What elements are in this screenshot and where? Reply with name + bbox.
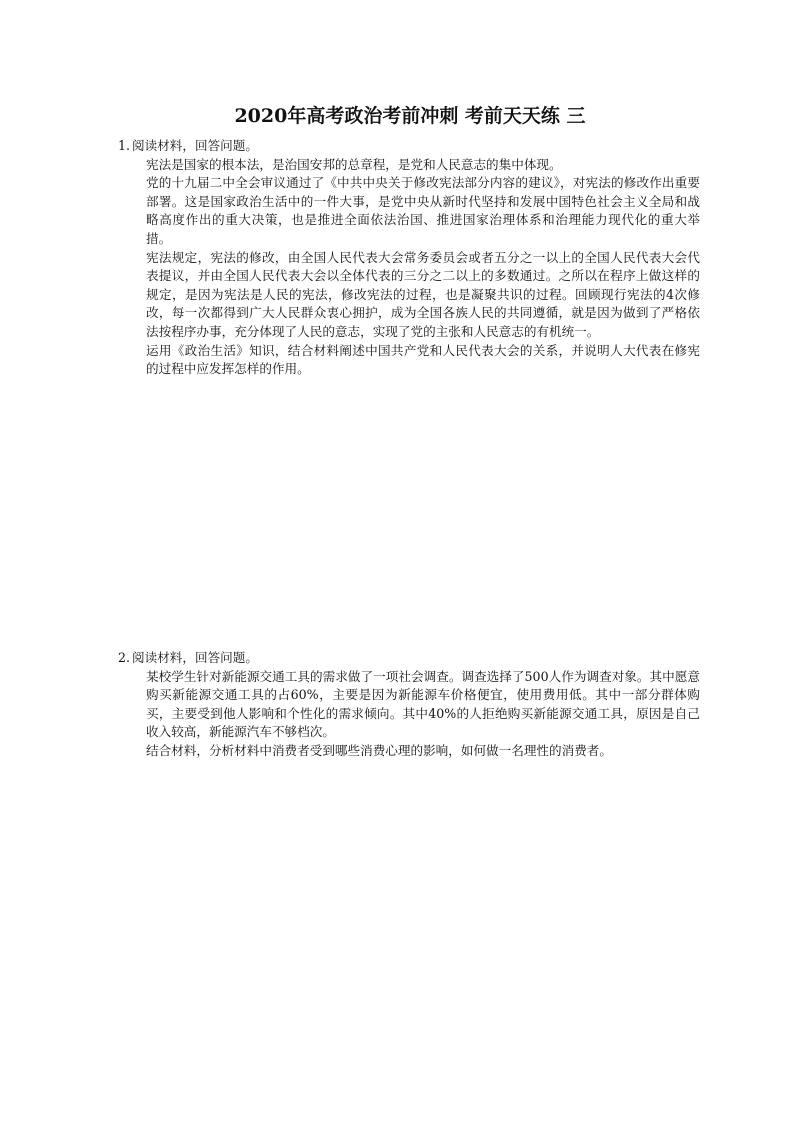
material-paragraph: 宪法规定，宪法的修改，由全国人民代表大会常务委员会或者五分之一以上的全国人民代表大会代表提议，并由全国人民代表大会以全体代表的三分之二以上的多数通过。之所以在程序上做这样的规定，是因为宪法是人民的宪法，修改宪法的过程，也是凝聚共识的过程。回顾现行宪法的4次修改，每一次都得到广大人民群众衷心拥护，成为全国各族人民的共同遵循，就是因为做到了严格依法按程序办事，充分体现了人民的意志，实现了党的主张和人民意志的有机统一。 [146,249,700,339]
question-header [118,649,700,668]
question-prompt: 结合材料，分析材料中消费者受到哪些消费心理的影响，如何做一名理性的消费者。 [146,742,612,758]
material-paragraph: 宪法是国家的根本法，是治国安邦的总章程，是党和人民意志的集中体现。 [146,156,562,172]
question-1 [118,137,700,379]
question-header [118,137,700,156]
page-title: 2020年高考政治考前冲刺 考前天天练 三 [234,105,586,127]
question-2 [118,649,700,761]
material-paragraph: 某校学生针对新能源交通工具的需求做了一项社会调查。调查选择了500人作为调查对象。其中愿意购买新能源交通工具的占60%，主要是因为新能源车价格便宜，使用费用低。其中一部分群体购买，主要受到他人影响和个性化的需求倾向。其中40%的人拒绝购买新能源交通工具，原因是自己收入较高，新能源汽车不够档次。 [146,668,700,740]
question-stem: 阅读材料，回答问题。 [132,138,258,153]
question-number: 1. [118,138,131,153]
question-number: 2. [118,650,131,665]
material-paragraph: 党的十九届二中全会审议通过了《中共中央关于修改宪法部分内容的建议》，对宪法的修改作出重要部署。这是国家政治生活中的一件大事，是党中央从新时代坚持和发展中国特色社会主义全局和战略高度作出的重大决策，也是推进全面依法治国、推进国家治理体系和治理能力现代化的重大举措。 [146,175,700,246]
question-prompt: 运用《政治生活》知识，结合材料阐述中国共产党和人民代表大会的关系，并说明人大代表在修宪的过程中应发挥怎样的作用。 [146,342,700,377]
question-stem: 阅读材料，回答问题。 [132,650,258,665]
